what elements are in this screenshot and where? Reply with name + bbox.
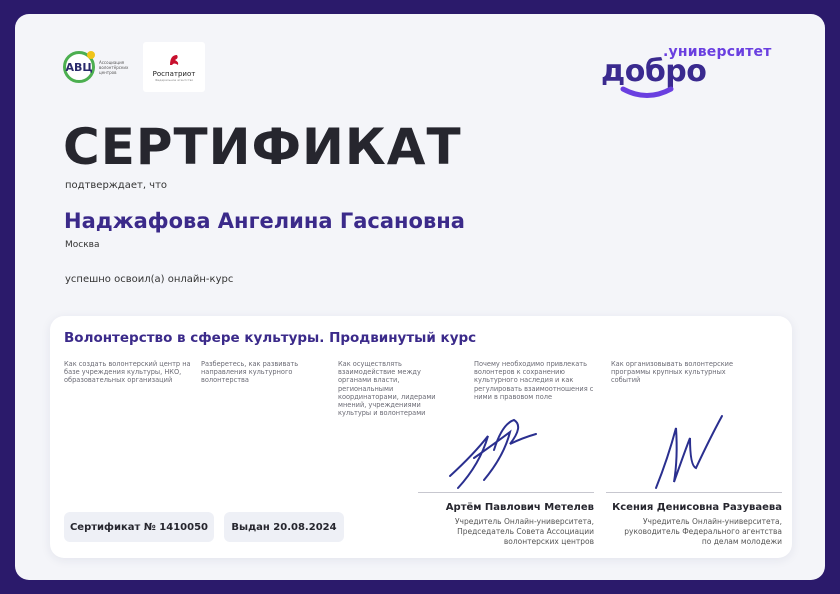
certificate-sheet bbox=[15, 14, 825, 580]
avc-logo-letters: АВЦ bbox=[65, 60, 93, 74]
signature-razuvaeva-icon bbox=[650, 408, 730, 496]
course-topic: Как организовывать волонтерские программы крупных культурных событий bbox=[611, 360, 734, 385]
signer-name: Артём Павлович Метелев bbox=[445, 502, 594, 513]
signer-role bbox=[580, 517, 782, 547]
avc-logo-dot bbox=[87, 51, 95, 59]
course-card bbox=[50, 316, 792, 558]
dobro-word: добро bbox=[601, 54, 707, 89]
signer-role-line: по делам молодежи bbox=[701, 537, 782, 546]
dobro-university-logo bbox=[599, 44, 779, 104]
signer-role-line: волонтерских центров bbox=[503, 537, 594, 546]
signature-line bbox=[418, 492, 594, 493]
course-topic: Почему необходимо привлекать волонтеров к сохранению культурного наследия и как регулировать взаимоотношения с ними в правовом поле bbox=[474, 360, 594, 401]
avc-logo-text: Ассоциация волонтёрских центров bbox=[99, 59, 129, 75]
signer-role-line: Учредитель Онлайн-университета, bbox=[642, 517, 782, 526]
recipient-name: Наджафова Ангелина Гасановна bbox=[64, 209, 465, 233]
course-topic: Как осуществлять взаимодействие между органами власти, региональными координаторами, лидерами мнений, учреждениями культуры и волонтерами bbox=[338, 360, 436, 418]
rospatriot-mark-icon bbox=[167, 53, 181, 67]
dobro-university-prefix: .университет bbox=[663, 44, 772, 60]
signature-line bbox=[606, 492, 782, 493]
signer-role-line: Председатель Совета Ассоциации bbox=[457, 527, 594, 536]
certificate-number-badge: Сертификат № 1410050 bbox=[64, 512, 214, 542]
certificate-title: СЕРТИФИКАТ bbox=[63, 118, 462, 176]
signature-metelev-icon bbox=[444, 414, 540, 496]
confirms-text: подтверждает, что bbox=[65, 180, 168, 191]
course-title: Волонтерство в сфере культуры. Продвинутый курс bbox=[64, 330, 477, 346]
avc-logo bbox=[63, 50, 133, 84]
course-topic: Как создать волонтерский центр на базе учреждения культуры, НКО, образовательных организаций bbox=[64, 360, 191, 385]
signer-role-line: Учредитель Онлайн-университета, bbox=[454, 517, 594, 526]
avc-logo-mark bbox=[63, 51, 95, 83]
signer-role-line: руководитель Федерального агентства bbox=[624, 527, 782, 536]
course-topic: Разберетесь, как развивать направления культурного волонтерства bbox=[201, 360, 299, 385]
dobro-smile-icon bbox=[619, 86, 675, 100]
rospatriot-name: Роспатриот bbox=[152, 69, 196, 78]
recipient-city: Москва bbox=[65, 240, 100, 250]
rospatriot-logo bbox=[143, 42, 205, 92]
completed-text: успешно освоил(а) онлайн-курс bbox=[65, 274, 234, 285]
signer-role bbox=[394, 517, 594, 547]
rospatriot-sub: Федеральное агентство bbox=[154, 77, 194, 82]
signer-name: Ксения Денисовна Разуваева bbox=[612, 502, 782, 513]
issue-date-badge: Выдан 20.08.2024 bbox=[224, 512, 344, 542]
